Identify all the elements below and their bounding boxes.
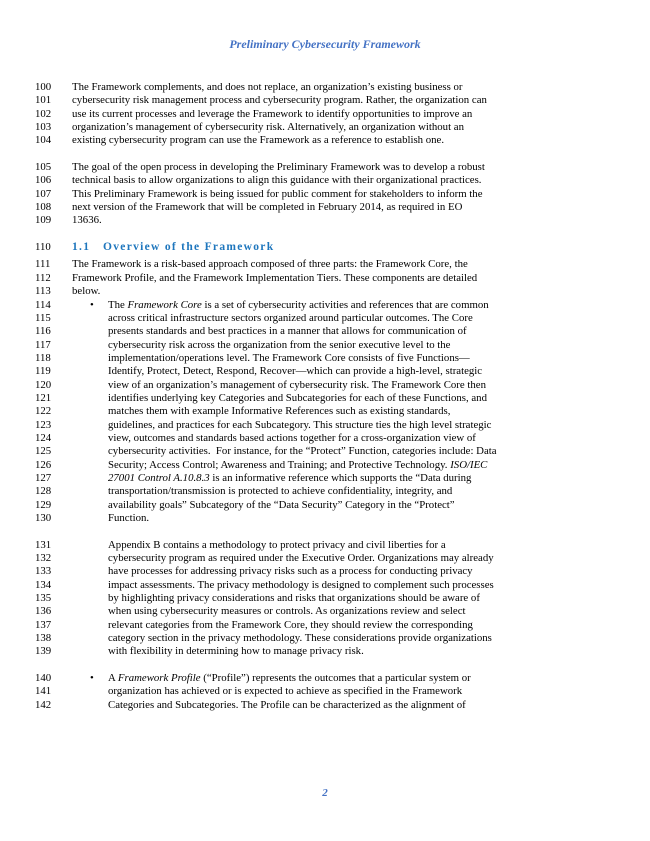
document-line xyxy=(35,459,625,472)
line-text xyxy=(72,201,625,214)
line-number: 138 xyxy=(35,632,52,645)
line-number: 112 xyxy=(35,271,51,284)
line-number: 100 xyxy=(35,81,52,93)
text-segment: cybersecurity activities. For instance, for the “Protect” Function, categories include: Data xyxy=(108,445,497,458)
document-line xyxy=(35,365,625,378)
line-text xyxy=(72,552,625,565)
bullet-icon: • xyxy=(90,672,94,685)
paragraph xyxy=(35,81,625,148)
text-segment: impact assessments. The privacy methodology is designed to complement such processes xyxy=(108,578,494,591)
text-segment: Categories and Subcategories. The Profile can be characterized as the alignment of xyxy=(108,698,466,711)
line-number: 115 xyxy=(35,311,51,324)
document-line xyxy=(35,539,625,552)
document-line xyxy=(35,121,625,134)
line-number: 121 xyxy=(35,391,52,404)
document-header-title: Preliminary Cybersecurity Framework xyxy=(229,37,421,51)
line-number: 103 xyxy=(35,121,52,134)
line-number: 134 xyxy=(35,578,52,591)
document-line xyxy=(35,174,625,187)
text-segment: view of an organization’s management of cybersecurity risk. The Framework Core then xyxy=(108,378,486,391)
text-segment: presents standards and best practices in a manner that allows for communication of xyxy=(108,325,467,338)
line-number: 114 xyxy=(35,298,51,311)
text-segment: availability goals” Subcategory of the “Data Security” Category in the “Protect” xyxy=(108,498,455,511)
line-text xyxy=(72,419,625,432)
document-line xyxy=(35,325,625,338)
text-segment: The Framework is a risk-based approach composed of three parts: the Framework Core, the xyxy=(72,258,468,271)
line-text xyxy=(72,108,625,121)
text-segment: Security; Access Control; Awareness and Training; and Protective Technology. xyxy=(108,458,451,471)
text-segment: This Preliminary Framework is being issued for public comment for stakeholders to inform the xyxy=(72,187,483,200)
text-segment: below. xyxy=(72,285,101,298)
line-number: 119 xyxy=(35,365,51,378)
document-line xyxy=(35,201,625,214)
line-text xyxy=(72,312,625,325)
line-number: 124 xyxy=(35,431,52,444)
line-number: 123 xyxy=(35,418,52,431)
line-number: 105 xyxy=(35,161,52,174)
line-text xyxy=(72,472,625,485)
line-text xyxy=(72,352,625,365)
text-segment: existing cybersecurity program can use the Framework as a reference to establish one. xyxy=(72,134,445,147)
line-text xyxy=(72,285,625,298)
line-text xyxy=(72,619,625,632)
document-line xyxy=(35,445,625,458)
line-number: 113 xyxy=(35,285,51,298)
line-text xyxy=(72,161,625,174)
text-segment: by highlighting privacy considerations and risks that organizations should be aware of xyxy=(108,592,480,605)
document-line xyxy=(35,485,625,498)
text-segment: Identify, Protect, Detect, Respond, Recover—which can provide a high-level, strategic xyxy=(108,365,483,378)
line-text xyxy=(72,392,625,405)
line-number: 101 xyxy=(35,94,52,107)
document-line xyxy=(35,685,625,698)
document-line xyxy=(35,214,625,227)
document-line xyxy=(35,579,625,592)
line-number: 107 xyxy=(35,187,52,200)
document-line xyxy=(35,645,625,658)
document-line xyxy=(35,605,625,618)
document-line xyxy=(35,512,625,525)
text-segment: cybersecurity risk management process and cybersecurity program. Rather, the organization can xyxy=(72,94,487,107)
line-text xyxy=(72,499,625,512)
text-segment: with flexibility in determining how to manage privacy risk. xyxy=(108,645,364,658)
line-number: 133 xyxy=(35,565,52,578)
line-text xyxy=(72,188,625,201)
text-segment: use its current processes and leverage the Framework to identify opportunities to improve an xyxy=(72,107,473,120)
line-number: 102 xyxy=(35,107,52,120)
line-number: 139 xyxy=(35,645,52,658)
text-segment: matches them with example Informative References such as existing standards, xyxy=(108,405,451,418)
paragraph xyxy=(35,161,625,228)
paragraph xyxy=(35,539,625,659)
line-text xyxy=(72,459,625,472)
text-segment: have processes for addressing privacy risks such as a process for conducting privacy xyxy=(108,565,473,578)
page-number: 2 xyxy=(322,787,328,799)
document-line xyxy=(35,672,625,685)
line-text xyxy=(72,405,625,418)
line-text xyxy=(72,272,625,285)
line-number: 108 xyxy=(35,201,52,214)
text-segment: view, outcomes and standards based actions together for a cross-organization view of xyxy=(108,431,476,444)
line-text xyxy=(72,94,625,107)
text-segment: cybersecurity program as required under the Executive Order. Organizations may already xyxy=(108,552,494,565)
line-text xyxy=(72,365,625,378)
heading-number: 1.1 xyxy=(72,241,91,254)
document-line xyxy=(35,592,625,605)
line-number: 109 xyxy=(35,214,52,227)
line-text xyxy=(72,485,625,498)
line-number: 142 xyxy=(35,698,52,711)
line-number: 131 xyxy=(35,538,52,551)
line-number: 132 xyxy=(35,552,52,565)
text-segment: implementation/operations level. The Framework Core consists of five Functions— xyxy=(108,351,470,364)
line-number: 137 xyxy=(35,618,52,631)
line-number: 135 xyxy=(35,592,52,605)
line-text xyxy=(72,121,625,134)
line-number: 140 xyxy=(35,672,52,685)
document-line xyxy=(35,108,625,121)
document-line xyxy=(35,392,625,405)
line-text xyxy=(72,592,625,605)
document-line xyxy=(35,552,625,565)
line-number: 116 xyxy=(35,325,51,338)
line-number: 126 xyxy=(35,458,52,471)
line-number: 110 xyxy=(35,241,51,254)
line-text xyxy=(72,539,625,552)
document-line xyxy=(35,619,625,632)
line-number: 130 xyxy=(35,512,52,524)
document-line xyxy=(35,272,625,285)
line-text xyxy=(72,432,625,445)
line-text xyxy=(72,214,625,227)
document-line xyxy=(35,94,625,107)
bullet-icon: • xyxy=(90,298,94,311)
text-segment: The goal of the open process in developing the Preliminary Framework was to develop a robust xyxy=(72,161,485,174)
document-line xyxy=(35,188,625,201)
line-number: 118 xyxy=(35,351,51,364)
document-body xyxy=(35,81,625,726)
line-text xyxy=(72,174,625,187)
line-text xyxy=(72,685,625,698)
line-text xyxy=(72,605,625,618)
document-line xyxy=(35,632,625,645)
line-text xyxy=(72,379,625,392)
document-line xyxy=(35,241,625,254)
line-number: 128 xyxy=(35,485,52,498)
document-line xyxy=(35,379,625,392)
paragraph xyxy=(35,258,625,298)
line-number: 141 xyxy=(35,685,52,698)
document-line xyxy=(35,499,625,512)
text-segment: Appendix B contains a methodology to protect privacy and civil liberties for a xyxy=(108,538,446,551)
text-segment: The Framework complements, and does not replace, an organization’s existing business or xyxy=(72,81,463,93)
document-line xyxy=(35,472,625,485)
line-text xyxy=(72,445,625,458)
line-text xyxy=(72,645,625,658)
text-segment: guidelines, and practices for each Subcategory. This structure ties the high level strategic xyxy=(108,418,492,431)
document-line xyxy=(35,134,625,147)
text-segment: transportation/transmission is protected to achieve confidentiality, integrity, and xyxy=(108,485,453,498)
paragraph xyxy=(35,299,625,526)
document-line xyxy=(35,339,625,352)
line-number: 129 xyxy=(35,498,52,511)
line-number: 120 xyxy=(35,378,52,391)
line-number: 111 xyxy=(35,258,51,271)
line-text xyxy=(72,134,625,147)
paragraph xyxy=(35,672,625,712)
text-segment: organization has achieved or is expected to achieve as specified in the Framework xyxy=(108,685,463,698)
line-number: 117 xyxy=(35,338,51,351)
text-segment: is a set of cybersecurity activities and references that are common xyxy=(201,298,489,311)
text-segment: relevant categories from the Framework Core, they should review the corresponding xyxy=(108,618,473,631)
line-number: 136 xyxy=(35,605,52,618)
document-line xyxy=(35,432,625,445)
document-line xyxy=(35,312,625,325)
heading-title: Overview of the Framework xyxy=(103,241,275,254)
line-text xyxy=(72,299,625,312)
text-segment: is an informative reference which supports the “Data during xyxy=(209,471,472,484)
italic-text: Framework Core xyxy=(127,298,202,311)
section-heading xyxy=(35,241,625,254)
line-text xyxy=(72,632,625,645)
line-text xyxy=(72,339,625,352)
document-line xyxy=(35,285,625,298)
text-segment: next version of the Framework that will be completed in February 2014, as required in EO xyxy=(72,201,463,214)
line-number: 106 xyxy=(35,174,52,187)
line-text xyxy=(72,579,625,592)
document-line xyxy=(35,419,625,432)
italic-text: Framework Profile xyxy=(117,672,201,685)
text-segment: Function. xyxy=(108,512,150,524)
text-segment: technical basis to allow organizations to align this guidance with their organizational practices. xyxy=(72,174,482,187)
text-segment: when using cybersecurity measures or controls. As organizations review and select xyxy=(108,605,466,618)
document-line xyxy=(35,405,625,418)
document-line xyxy=(35,161,625,174)
text-segment: organization’s management of cybersecurity risk. Alternatively, an organization without an xyxy=(72,121,464,134)
line-number: 127 xyxy=(35,471,52,484)
line-text xyxy=(72,258,625,271)
line-text xyxy=(72,699,625,712)
text-segment: The xyxy=(108,298,128,311)
line-text xyxy=(72,512,625,525)
text-segment: Framework Profile, and the Framework Implementation Tiers. These components are detailed xyxy=(72,271,478,284)
text-segment: A xyxy=(108,672,118,685)
document-line xyxy=(35,81,625,94)
text-segment: cybersecurity risk across the organization from the senior executive level to the xyxy=(108,338,451,351)
italic-text: 27001 Control A.10.8.3 xyxy=(108,471,210,484)
text-segment: across critical infrastructure sectors organized around particular outcomes. The Core xyxy=(108,311,473,324)
document-line xyxy=(35,699,625,712)
text-segment: (“Profile”) represents the outcomes that a particular system or xyxy=(200,672,471,685)
text-segment: category section in the privacy methodology. These considerations provide organizations xyxy=(108,632,492,645)
line-number: 104 xyxy=(35,134,52,147)
line-number: 125 xyxy=(35,445,52,458)
line-text xyxy=(72,81,625,94)
text-segment: identifies underlying key Categories and Subcategories for each of these Functions, and xyxy=(108,391,487,404)
line-text xyxy=(72,565,625,578)
document-line xyxy=(35,299,625,312)
document-line xyxy=(35,565,625,578)
text-segment: 13636. xyxy=(72,214,102,227)
line-text xyxy=(72,672,625,685)
italic-text: ISO/IEC xyxy=(450,458,488,471)
line-text xyxy=(72,325,625,338)
document-line xyxy=(35,352,625,365)
line-number: 122 xyxy=(35,405,52,418)
document-line xyxy=(35,258,625,271)
